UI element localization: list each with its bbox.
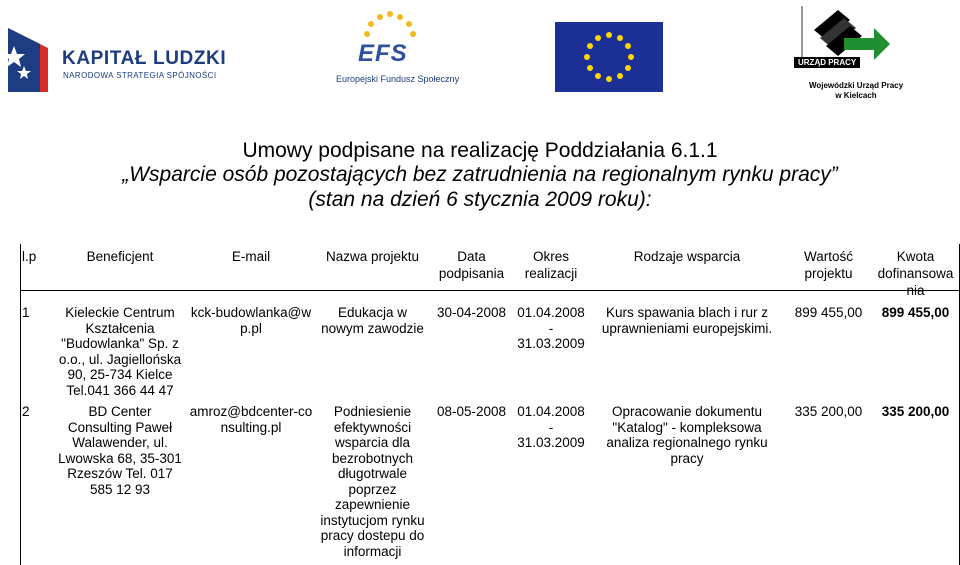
row-email[interactable]: kck-budowlanka@wp.pl — [190, 305, 312, 336]
contracts-table — [20, 244, 960, 559]
header-data: Data podpisania — [438, 249, 505, 281]
row-beneficjent: Kieleckie Centrum Kształcenia "Budowlanka" Sp. z o.o., ul. Jagiellońska 90, 25-734 Kielce Tel.041 366 44 47 — [58, 305, 182, 398]
wup-name-line2: w Kielcach — [835, 91, 877, 100]
wup-label: URZĄD PRACY — [794, 57, 860, 68]
table-row — [20, 299, 960, 398]
row-projekt: Podniesienie efektywności wsparcia dla bezrobotnych długotrwale poprzez zapewnienie instytucjom rynku pracy dostepu do informacji — [320, 404, 425, 559]
row-okres: 01.04.2008 - 31.03.2009 — [517, 305, 585, 351]
row-rodzaje: Opracowanie dokumentu "Katalog" - kompleksowa analiza regionalnego rynku pracy — [606, 404, 768, 466]
wup-name-line1: Wojewódzki Urząd Pracy — [808, 81, 904, 90]
row-kwota: 899 455,00 — [881, 305, 950, 320]
eu-flag-icon — [555, 22, 663, 92]
header-email: E-mail — [231, 249, 271, 264]
page-date-note: (stan na dzień 6 stycznia 2009 roku): — [308, 188, 652, 211]
page-subtitle: „Wsparcie osób pozostających bez zatrudnienia na regionalnym rynku pracy” — [122, 163, 838, 186]
header-wartosc: Wartość projektu — [803, 249, 853, 281]
efs-subtitle: Europejski Fundusz Społeczny — [336, 74, 460, 84]
table-row — [20, 398, 960, 559]
row-data: 30-04-2008 — [436, 305, 507, 320]
kapital-ludzki-logo — [8, 26, 227, 96]
kapital-ludzki-flag-icon — [8, 28, 48, 92]
efs-logo — [330, 10, 460, 88]
row-lp: 1 — [22, 305, 30, 320]
row-lp: 2 — [22, 404, 30, 419]
header-kwota: Kwota dofinansowa nia — [877, 249, 954, 298]
header-lp: l.p — [22, 249, 37, 264]
row-projekt: Edukacja w nowym zawodzie — [321, 305, 424, 336]
page-title: Umowy podpisane na realizację Poddziałania 6.1.1 — [242, 139, 718, 162]
kapital-ludzki-title: KAPITAŁ LUDZKI — [62, 48, 227, 69]
row-wartosc: 899 455,00 — [794, 305, 863, 320]
row-beneficjent: BD Center Consulting Paweł Walawender, ul. Lwowska 68, 35-301 Rzeszów Tel. 017 585 12 93 — [58, 404, 182, 497]
efs-stars-icon — [355, 10, 425, 40]
row-wartosc: 335 200,00 — [794, 404, 863, 419]
header-beneficjent: Beneficjent — [86, 249, 154, 264]
row-rodzaje: Kurs spawania blach i rur z uprawnieniami europejskimi. — [601, 305, 773, 336]
wup-name — [792, 81, 920, 101]
header-okres: Okres realizacji — [524, 249, 578, 281]
row-email[interactable]: amroz@bdcenter-consulting.pl — [189, 404, 313, 435]
wup-logo — [782, 0, 960, 100]
row-data: 08-05-2008 — [436, 404, 507, 419]
efs-mark: EFS — [358, 40, 408, 67]
row-kwota: 335 200,00 — [881, 404, 950, 419]
row-okres: 01.04.2008 - 31.03.2009 — [517, 404, 585, 450]
kapital-ludzki-subtitle: NARODOWA STRATEGIA SPÓJNOŚCI — [63, 71, 217, 80]
header-projekt: Nazwa projektu — [325, 249, 420, 264]
header-rodzaje: Rodzaje wsparcia — [633, 249, 741, 264]
table-header-row — [20, 244, 960, 299]
